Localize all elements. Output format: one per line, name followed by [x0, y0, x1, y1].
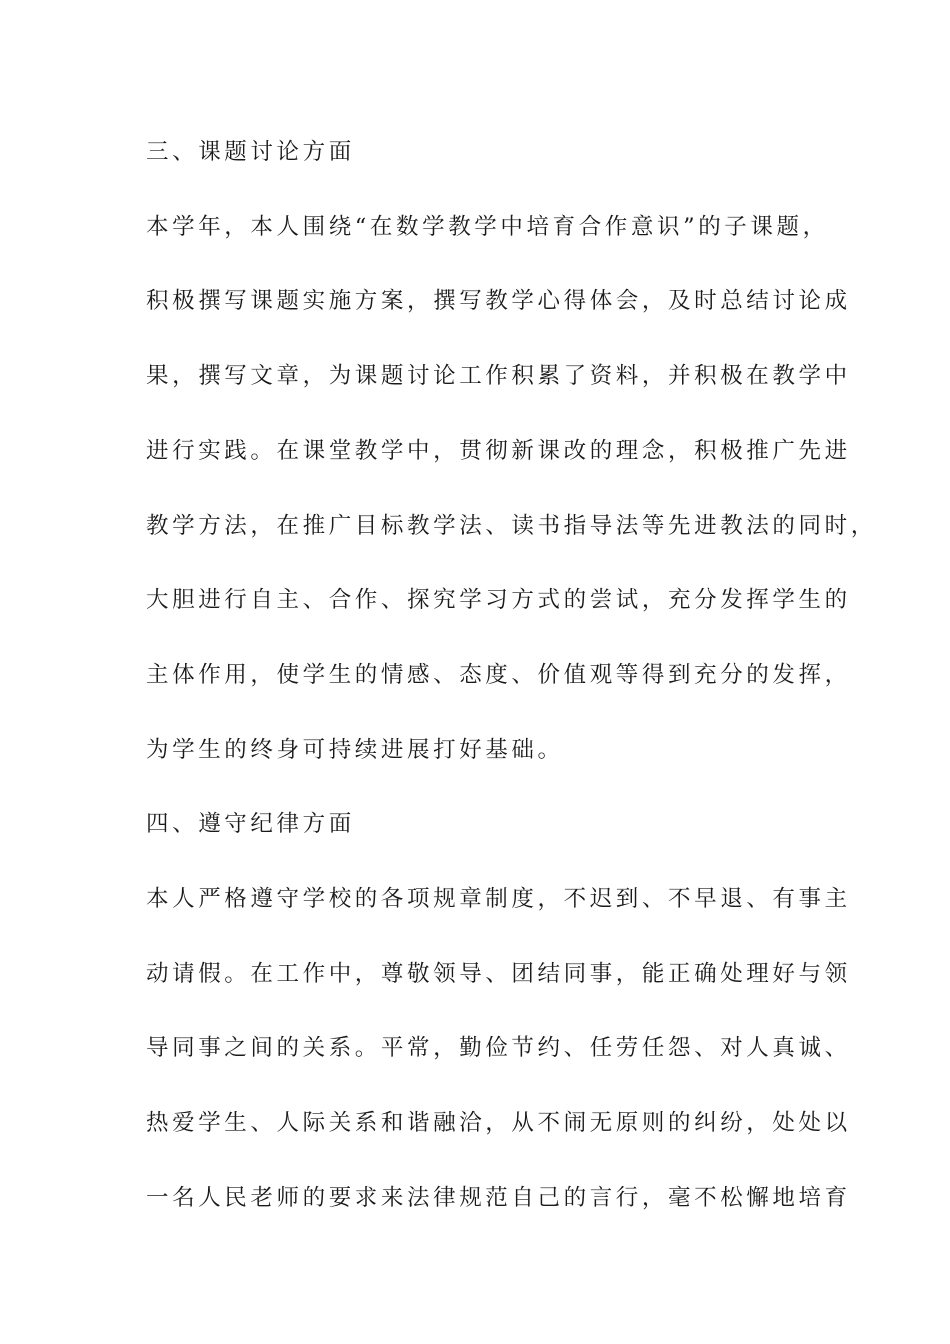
text-line: 动请假。在工作中，尊敬领导、团结同事，能正确处理好与领: [146, 961, 851, 987]
text-line: 主体作用，使学生的情感、态度、价值观等得到充分的发挥，: [146, 662, 851, 688]
text-line: 积极撰写课题实施方案，撰写教学心得体会，及时总结讨论成: [146, 288, 851, 314]
text-line: 进行实践。在课堂教学中，贯彻新课改的理念，积极推广先进: [146, 438, 851, 464]
section-heading-research: 三、课题讨论方面: [146, 139, 355, 165]
text-line: 教学方法，在推广目标教学法、读书指导法等先进教法的同时，: [146, 513, 877, 539]
text-line: 果，撰写文章，为课题讨论工作积累了资料，并积极在教学中: [146, 363, 851, 389]
text-line: 大胆进行自主、合作、探究学习方式的尝试，充分发挥学生的: [146, 587, 851, 613]
text-line: 本人严格遵守学校的各项规章制度，不迟到、不早退、有事主: [146, 886, 851, 912]
text-line: 一名人民老师的要求来法律规范自己的言行，毫不松懈地培育: [146, 1185, 851, 1211]
text-line: 为学生的终身可持续进展打好基础。: [146, 737, 564, 763]
section-heading-discipline: 四、遵守纪律方面: [146, 811, 355, 837]
text-line: 本学年，本人围绕“在数学教学中培育合作意识”的子课题，: [146, 214, 829, 240]
text-line: 热爱学生、人际关系和谐融洽，从不闹无原则的纠纷，处处以: [146, 1110, 851, 1136]
text-line: 导同事之间的关系。平常，勤俭节约、任劳任怨、对人真诚、: [146, 1035, 851, 1061]
